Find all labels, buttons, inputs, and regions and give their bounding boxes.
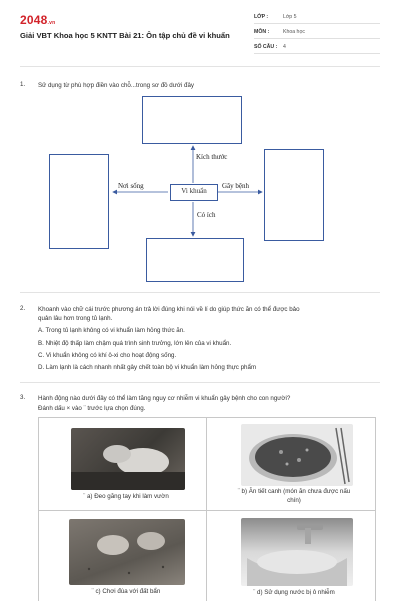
q2-option-a[interactable]: A. Trong tủ lạnh không có vi khuẩn làm hỏng thức ăn. [38,327,185,334]
q1-blank-left[interactable] [49,154,109,249]
q1-label-top: Kích thước [196,153,228,161]
photo-polluted-water [241,518,353,586]
logo-text: 2048 [20,13,48,27]
q3-choice-grid [38,417,376,601]
q3-text-line1: Hành động nào dưới đây có thể làm tăng nguy cơ nhiễm vi khuẩn gây bệnh cho con người? [38,395,291,402]
tiet-canh-illustration [241,424,353,486]
q2-option-c[interactable]: C. Vi khuẩn không có khí ô-xi cho hoạt động sống. [38,352,177,359]
q1-label-bottom: Có ích [197,211,216,219]
meta-subject-value: Khoa học [283,29,305,35]
q2-number: 2. [20,305,26,312]
q3-number: 3. [20,394,26,401]
sink-illustration [241,518,353,586]
q1-blank-bottom[interactable] [146,238,244,282]
q3-caption-b-line1: ¨ b) Ăn tiết canh (món ăn chưa được nấu [237,488,351,495]
q1-blank-top[interactable] [142,96,242,144]
meta-class-value: Lớp 5 [283,14,297,20]
q2-option-b[interactable]: B. Nhiệt độ thấp làm chậm quá trình sinh trưởng, lớn lên của vi khuẩn. [38,340,232,347]
q1-text: Sử dụng từ phù hợp điền vào chỗ...trong sơ đồ dưới đây [38,82,195,89]
meta-subject-label: MÔN : [254,29,270,35]
q2-text-line2: quản lâu hơn trong tủ lạnh. [38,315,113,322]
logo-tld: .vn [47,20,56,26]
photo-gardening-gloves [71,428,185,490]
dirt-illustration [69,519,185,585]
photo-playing-dirt [69,519,185,585]
q1-number: 1. [20,81,26,88]
q1-blank-right[interactable] [264,149,324,241]
meta-count-label: SỐ CÂU : [254,44,278,50]
q1-center-node: Vi khuẩn [170,184,218,201]
document-title: Giải VBT Khoa học 5 KNTT Bài 21: Ôn tập chủ đề vi khuẩn [20,31,230,40]
q3-caption-b-line2: chín) [287,496,301,504]
q2-text-line1: Khoanh vào chữ cái trước phương án trả lời đúng khi nói về lí do giúp thức ăn có thể được bảo [38,306,300,313]
q1-divider [20,292,380,293]
grid-divider-horizontal [39,510,375,511]
meta-class-label: LỚP : [254,14,269,20]
meta-count-value: 4 [283,44,286,50]
gloves-illustration [71,428,185,490]
q1-label-right: Gây bệnh [222,182,250,190]
q1-label-left: Nơi sống [118,182,144,190]
q3-caption-d[interactable]: ¨ d) Sử dụng nước bị ô nhiễm [253,589,335,596]
q3-caption-b[interactable] [215,488,373,506]
q3-caption-c[interactable]: ¨ c) Chơi đùa với đất bẩn [91,588,161,595]
q3-text-line2: Đánh dấu × vào ¨ trước lựa chọn đúng. [38,405,146,412]
q3-caption-a[interactable]: ¨ a) Đeo găng tay khi làm vườn [83,493,169,500]
q2-divider [20,382,380,383]
q2-option-d[interactable]: D. Làm lạnh là cách nhanh nhất gây chết toàn bộ vi khuẩn làm hỏng thực phẩm [38,364,257,371]
photo-tiet-canh [241,424,353,486]
